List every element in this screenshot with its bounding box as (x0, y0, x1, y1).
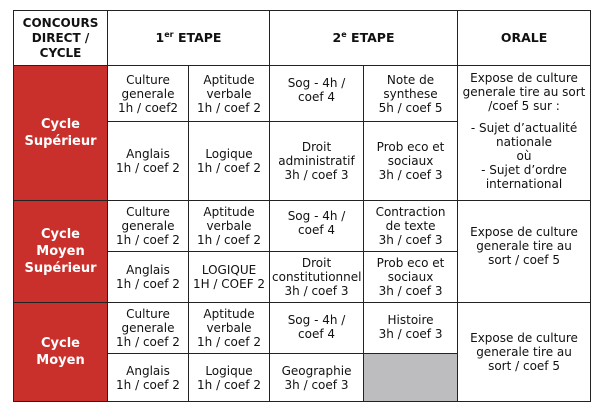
table-cell: Aptitude verbale 1h / coef 2 (189, 201, 270, 252)
table-cell: Sog - 4h / coef 4 (270, 303, 364, 354)
table-cell: Aptitude verbale 1h / coef 2 (189, 303, 270, 354)
orale-cell: Expose de culture generale tire au sort /coef 5 sur : - Sujet d’actualité nationale où - Sujet d’ordre international (458, 66, 591, 201)
table-cell: Droit constitutionnel 3h / coef 3 (270, 252, 364, 303)
table-cell: Histoire 3h / coef 3 (364, 303, 458, 354)
table-cell: Note de synthese 5h / coef 5 (364, 66, 458, 122)
table-cell: Anglais 1h / coef 2 (108, 122, 189, 201)
table-cell: Prob eco et sociaux 3h / coef 3 (364, 122, 458, 201)
cycle-moyen-superieur-label: Cycle Moyen Supérieur (14, 201, 108, 303)
table-row (14, 201, 591, 252)
cycle-moyen-label: Cycle Moyen (14, 303, 108, 402)
table-cell: Anglais 1h / coef 2 (108, 354, 189, 402)
header-concours-cycle: CONCOURS DIRECT / CYCLE (14, 11, 108, 66)
concours-table (13, 10, 591, 402)
table-cell: Logique 1h / coef 2 (189, 354, 270, 402)
table-cell: Prob eco et sociaux 3h / coef 3 (364, 252, 458, 303)
table-row (14, 66, 591, 122)
header-etape-2: 2e ETAPE (270, 11, 458, 66)
orale-cell: Expose de culture generale tire au sort / coef 5 (458, 303, 591, 402)
table-row (14, 303, 591, 354)
table-cell: Sog - 4h / coef 4 (270, 66, 364, 122)
table-cell: Logique 1h / coef 2 (189, 122, 270, 201)
table-cell: Culture generale 1h / coef2 (108, 66, 189, 122)
table-cell: Droit administratif 3h / coef 3 (270, 122, 364, 201)
header-orale: ORALE (458, 11, 591, 66)
table-cell: Sog - 4h / coef 4 (270, 201, 364, 252)
table-cell: Contraction de texte 3h / coef 3 (364, 201, 458, 252)
table-cell: Aptitude verbale 1h / coef 2 (189, 66, 270, 122)
table-cell: Anglais 1h / coef 2 (108, 252, 189, 303)
table-cell: Culture generale 1h / coef 2 (108, 303, 189, 354)
header-etape-1: 1er ETAPE (108, 11, 270, 66)
orale-cell: Expose de culture generale tire au sort / coef 5 (458, 201, 591, 303)
table-cell: LOGIQUE 1H / COEF 2 (189, 252, 270, 303)
empty-gray-cell (364, 354, 458, 402)
cycle-superieur-label: Cycle Supérieur (14, 66, 108, 201)
header-row (14, 11, 591, 66)
table-cell: Culture generale 1h / coef 2 (108, 201, 189, 252)
table-cell: Geographie 3h / coef 3 (270, 354, 364, 402)
